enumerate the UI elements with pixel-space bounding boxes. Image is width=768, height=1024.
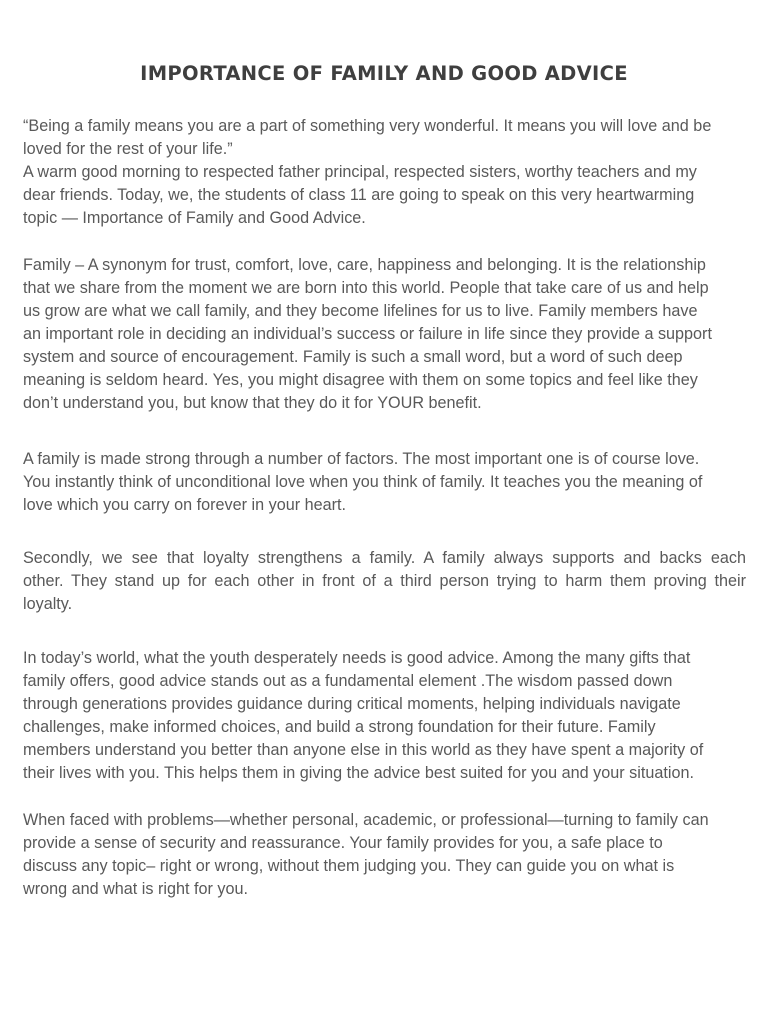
text-line: Secondly, we see that loyalty strengthens a family. A family always supports and backs each <box>23 549 746 567</box>
text-line: A family is made strong through a number of factors. The most important one is of course love. <box>23 450 700 468</box>
text-line: love which you carry on forever in your heart. <box>23 496 346 514</box>
document-title: IMPORTANCE OF FAMILY AND GOOD ADVICE <box>140 62 628 85</box>
paragraph-problems <box>23 809 746 901</box>
text-line: members understand you better than anyone else in this world as they have spent a majority of <box>23 741 704 759</box>
paragraph-loyalty <box>23 547 746 616</box>
text-line: When faced with problems—whether personal, academic, or professional—turning to family can <box>23 811 709 829</box>
paragraph-good-advice <box>23 647 746 785</box>
text-line: system and source of encouragement. Family is such a small word, but a word of such deep <box>23 348 683 366</box>
text-line: us grow are what we call family, and they become lifelines for us to live. Family members have <box>23 302 698 320</box>
text-line: challenges, make informed choices, and build a strong foundation for their future. Family <box>23 718 656 736</box>
paragraph-love <box>23 448 746 517</box>
text-line: family offers, good advice stands out as a fundamental element .The wisdom passed down <box>23 672 673 690</box>
text-line: wrong and what is right for you. <box>23 880 248 898</box>
text-line: A warm good morning to respected father principal, respected sisters, worthy teachers and my <box>23 163 697 181</box>
text-line: don’t understand you, but know that they do it for YOUR benefit. <box>23 394 482 412</box>
text-line: loved for the rest of your life.” <box>23 140 233 158</box>
text-line: discuss any topic– right or wrong, without them judging you. They can guide you on what is <box>23 857 675 875</box>
text-line: loyalty. <box>23 595 73 613</box>
text-line: topic — Importance of Family and Good Advice. <box>23 209 366 227</box>
text-line: other. They stand up for each other in front of a third person trying to harm them proving their <box>23 572 746 590</box>
text-line: their lives with you. This helps them in giving the advice best suited for you and your situation. <box>23 764 694 782</box>
text-line: “Being a family means you are a part of something very wonderful. It means you will love and be <box>23 117 712 135</box>
text-line: meaning is seldom heard. Yes, you might disagree with them on some topics and feel like they <box>23 371 698 389</box>
text-line: Family – A synonym for trust, comfort, love, care, happiness and belonging. It is the relationship <box>23 256 706 274</box>
text-line: You instantly think of unconditional love when you think of family. It teaches you the meaning of <box>23 473 703 491</box>
text-line: dear friends. Today, we, the students of class 11 are going to speak on this very heartwarming <box>23 186 695 204</box>
text-line: through generations provides guidance during critical moments, helping individuals navigate <box>23 695 681 713</box>
text-line: In today’s world, what the youth desperately needs is good advice. Among the many gifts that <box>23 649 691 667</box>
text-line: an important role in deciding an individual’s success or failure in life since they provide a support <box>23 325 712 343</box>
text-line: that we share from the moment we are born into this world. People that take care of us and help <box>23 279 709 297</box>
paragraph-intro <box>23 115 746 230</box>
paragraph-family-definition <box>23 254 746 415</box>
text-line: provide a sense of security and reassurance. Your family provides for you, a safe place to <box>23 834 663 852</box>
